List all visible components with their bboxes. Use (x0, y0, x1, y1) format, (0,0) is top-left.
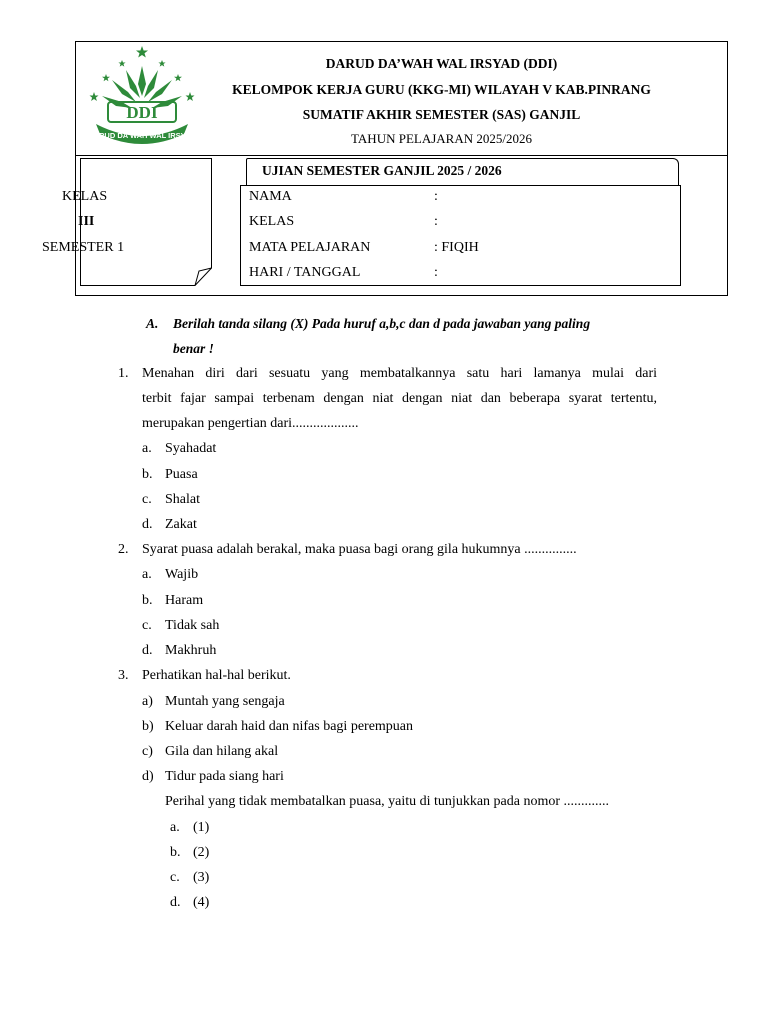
exam-title: UJIAN SEMESTER GANJIL 2025 / 2026 (262, 163, 502, 178)
option-key: c. (170, 870, 180, 885)
statement-key: b) (142, 719, 154, 734)
identity-label-mapel: MATA PELAJARAN (249, 240, 371, 255)
semester-label: SEMESTER 1 (42, 240, 125, 255)
option-key: c. (142, 492, 152, 507)
statement-text: Muntah yang sengaja (165, 694, 285, 709)
option-text[interactable]: (3) (193, 870, 210, 885)
section-instruction-line-1: Berilah tanda silang (X) Pada huruf a,b,c dan d pada jawaban yang paling (173, 316, 591, 331)
option-key: a. (142, 567, 152, 582)
identity-value-nama[interactable]: : (434, 189, 438, 204)
question-number: 2. (118, 542, 129, 557)
statement-text: Gila dan hilang akal (165, 744, 279, 759)
option-text[interactable]: Puasa (165, 467, 198, 482)
option-text[interactable]: Syahadat (165, 441, 217, 456)
option-text[interactable]: (2) (193, 845, 210, 860)
option-key: b. (142, 467, 153, 482)
kelas-label: KELAS (62, 189, 108, 204)
kelas-value: III (78, 214, 95, 229)
option-key: c. (142, 618, 152, 633)
identity-value-tanggal[interactable]: : (434, 265, 438, 280)
option-text[interactable]: (4) (193, 895, 210, 910)
option-text[interactable]: Makhruh (165, 643, 217, 658)
academic-year: TAHUN PELAJARAN 2025/2026 (351, 131, 532, 146)
statement-text: Keluar darah haid dan nifas bagi perempuan (165, 719, 414, 734)
question-text-line: Perhatikan hal-hal berikut. (142, 668, 291, 683)
option-key: b. (170, 845, 181, 860)
question-number: 1. (118, 366, 129, 381)
option-text[interactable]: Zakat (165, 517, 197, 532)
ddi-logo (86, 44, 198, 148)
option-key: d. (142, 517, 153, 532)
group-name: KELOMPOK KERJA GURU (KKG-MI) WILAYAH V KAB.PINRANG (232, 82, 651, 97)
statement-key: a) (142, 694, 153, 709)
option-text[interactable]: Tidak sah (165, 618, 220, 633)
option-key: a. (142, 441, 152, 456)
identity-label-nama: NAMA (249, 189, 292, 204)
option-key: a. (170, 820, 180, 835)
section-marker: A. (146, 316, 159, 331)
identity-value-kelas[interactable]: : (434, 214, 438, 229)
option-text[interactable]: Wajib (165, 567, 199, 582)
statement-key: c) (142, 744, 153, 759)
option-text[interactable]: Haram (165, 593, 204, 608)
question-text-line: Menahan diri dari sesuatu yang membatalkannya satu hari lamanya mulai dari (142, 366, 657, 381)
class-note-box (80, 158, 212, 286)
question-text-line: Syarat puasa adalah berakal, maka puasa bagi orang gila hukumnya ............... (142, 542, 577, 557)
question-text-line: terbit fajar sampai terbenam dengan niat dengan niat dan beberapa syarat tertentu, (142, 391, 657, 406)
question-prompt: Perihal yang tidak membatalkan puasa, yaitu di tunjukkan pada nomor ............. (165, 794, 610, 809)
option-key: d. (170, 895, 181, 910)
option-text[interactable]: Shalat (165, 492, 200, 507)
question-number: 3. (118, 668, 129, 683)
header-divider (75, 155, 728, 156)
identity-label-kelas: KELAS (249, 214, 295, 229)
option-key: b. (142, 593, 153, 608)
question-text-line: merupakan pengertian dari................... (142, 416, 359, 431)
svg-text:DARUD DA'WAH WAL IRSYAD: DARUD DA'WAH WAL IRSYAD (88, 131, 196, 140)
option-text[interactable]: (1) (193, 820, 210, 835)
identity-label-tanggal: HARI / TANGGAL (249, 265, 361, 280)
statement-text: Tidur pada siang hari (165, 769, 284, 784)
section-instruction-line-2: benar ! (173, 341, 214, 356)
statement-key: d) (142, 769, 154, 784)
identity-value-mapel: : FIQIH (434, 240, 479, 255)
option-key: d. (142, 643, 153, 658)
org-name: DARUD DA’WAH WAL IRSYAD (DDI) (325, 56, 558, 71)
exam-name: SUMATIF AKHIR SEMESTER (SAS) GANJIL (302, 107, 581, 122)
svg-text:DDI: DDI (126, 103, 158, 122)
